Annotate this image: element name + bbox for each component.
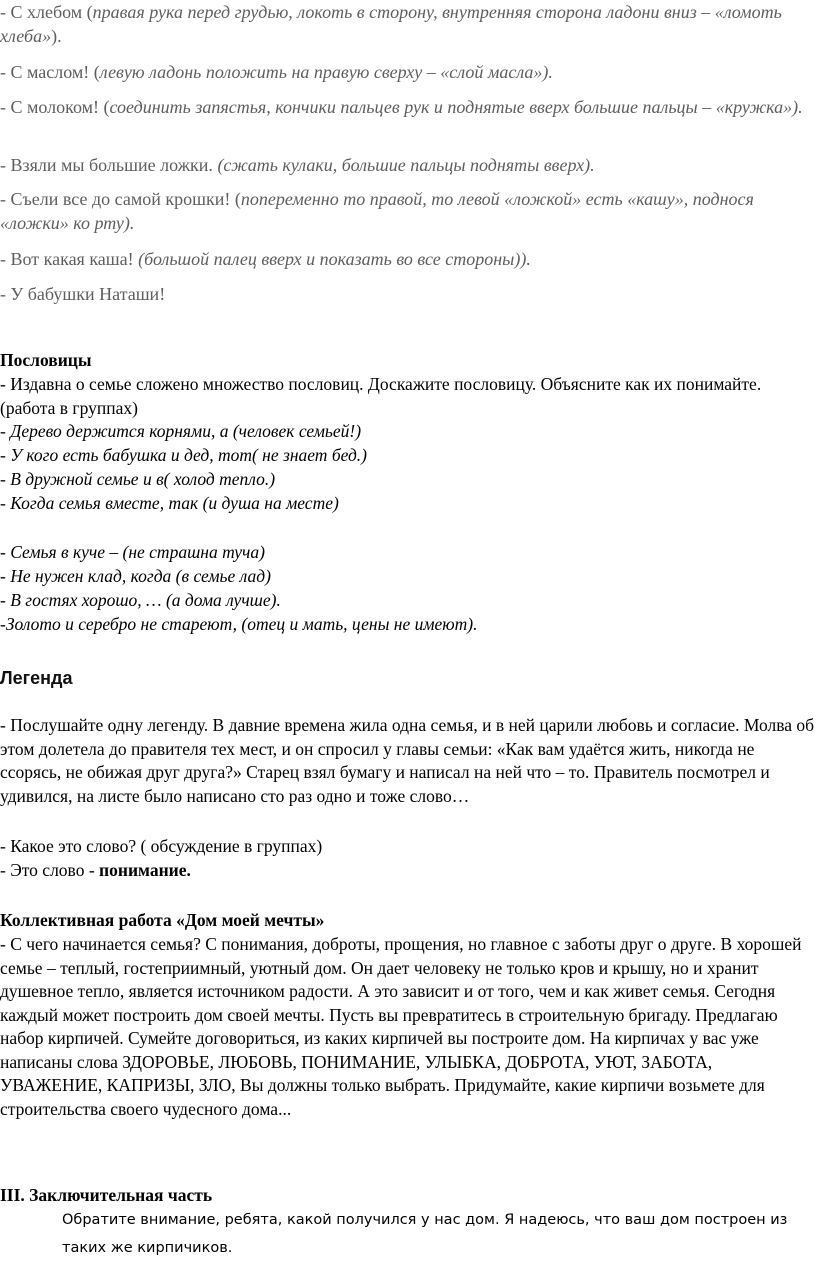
proverb-item: - В гостях хорошо, … (а дома лучше). (0, 590, 281, 610)
rhyme-line-butter: - С маслом! (левую ладонь положить на правую сверху – «слой масла»). (0, 62, 553, 82)
proverbs-intro: - Издавна о семье сложено множество пословиц. Доскажите пословицу. Объясните как их понимайте. (работа в группах) (0, 374, 762, 418)
proverb-item: - Не нужен клад, когда (в семье лад) (0, 566, 271, 586)
collective-heading: Коллективная работа «Дом моей мечты» (0, 910, 325, 930)
proverb-item: - Семья в куче – (не страшна туча) (0, 542, 265, 562)
proverb-item: - Дерево держится корнями, а (человек семьей!) (0, 421, 362, 441)
rhyme-line-bread: - С хлебом (правая рука перед грудью, локоть в сторону, внутренняя сторона ладони вниз – «ломоть хлеба»). (0, 2, 782, 46)
legend-paragraph: - Послушайте одну легенду. В давние времена жила одна семья, и в ней царили любовь и согласие. Молва об этом долетела до правителя тех мест, и он спросил у главы семьи: «Как вам удаётся жить, никогда не ссорясь, не обижая друг друга?» Старец взял бумагу и написал на ней что – то. Правитель посмотрел и удивился, на листе было написано сто раз одно и тоже слово… (0, 715, 815, 806)
proverb-item: -Золото и серебро не стареют, (отец и мать, цены не имеют). (0, 614, 478, 634)
rhyme-line-spoons: - Взяли мы большие ложки. (сжать кулаки, большие пальцы подняты вверх). (0, 155, 595, 175)
proverb-item: - У кого есть бабушка и дед, тот( не знает бед.) (0, 445, 368, 465)
collective-paragraph: - С чего начинается семья? С понимания, доброты, прощения, но главное с заботы друг о друге. В хорошей семье – теплый, гостеприимный, уютный дом. Он дает человеку не только кров и крышу, но и хранит душевное тепло, является источником радости. А это зависит и от того, чем и как живет семья. Сегодня каждый может построить дом своей мечты. Пусть вы превратитесь в строительную бригаду. Предлагаю набор кирпичей. Сумейте договориться, из каких кирпичей вы построите дом. На кирпичах у вас уже написаны слова ЗДОРОВЬЕ, ЛЮБОВЬ, ПОНИМАНИЕ, УЛЫБКА, ДОБРОТА, УЮТ, ЗАБОТА, УВАЖЕНИЕ, КАПРИЗЫ, ЗЛО, Вы должны только выбрать. Придумайте, какие кирпичи возьмете для строительства своего чудесного дома... (0, 934, 802, 1119)
proverbs-heading: Пословицы (0, 350, 92, 370)
rhyme-line-milk: - С молоком! (соединить запястья, кончики пальцев рук и поднятые вверх большие пальцы – «кружка»). (0, 97, 803, 117)
legend-question: - Какое это слово? ( обсуждение в группах) (0, 836, 323, 856)
rhyme-line-porridge: - Вот какая каша! (большой палец вверх и показать во все стороны)). (0, 249, 531, 269)
rhyme-line-grandma: - У бабушки Наташи! (0, 284, 166, 304)
final-heading: III. Заключительная часть (0, 1185, 213, 1205)
proverb-item: - В дружной семье и в( холод тепло.) (0, 469, 276, 489)
legend-answer: - Это слово - понимание. (0, 860, 191, 880)
legend-heading: Легенда (0, 668, 73, 688)
rhyme-line-crumbs: - Съели все до самой крошки! (попеременно то правой, то левой «ложкой» есть «кашу», поднося «ложки» ко рту). (0, 189, 754, 233)
proverb-item: - Когда семья вместе, так (и душа на месте) (0, 493, 339, 513)
final-text: Обратите внимание, ребята, какой получился у нас дом. Я надеюсь, что ваш дом построен из таких же кирпичиков. (62, 1212, 788, 1256)
